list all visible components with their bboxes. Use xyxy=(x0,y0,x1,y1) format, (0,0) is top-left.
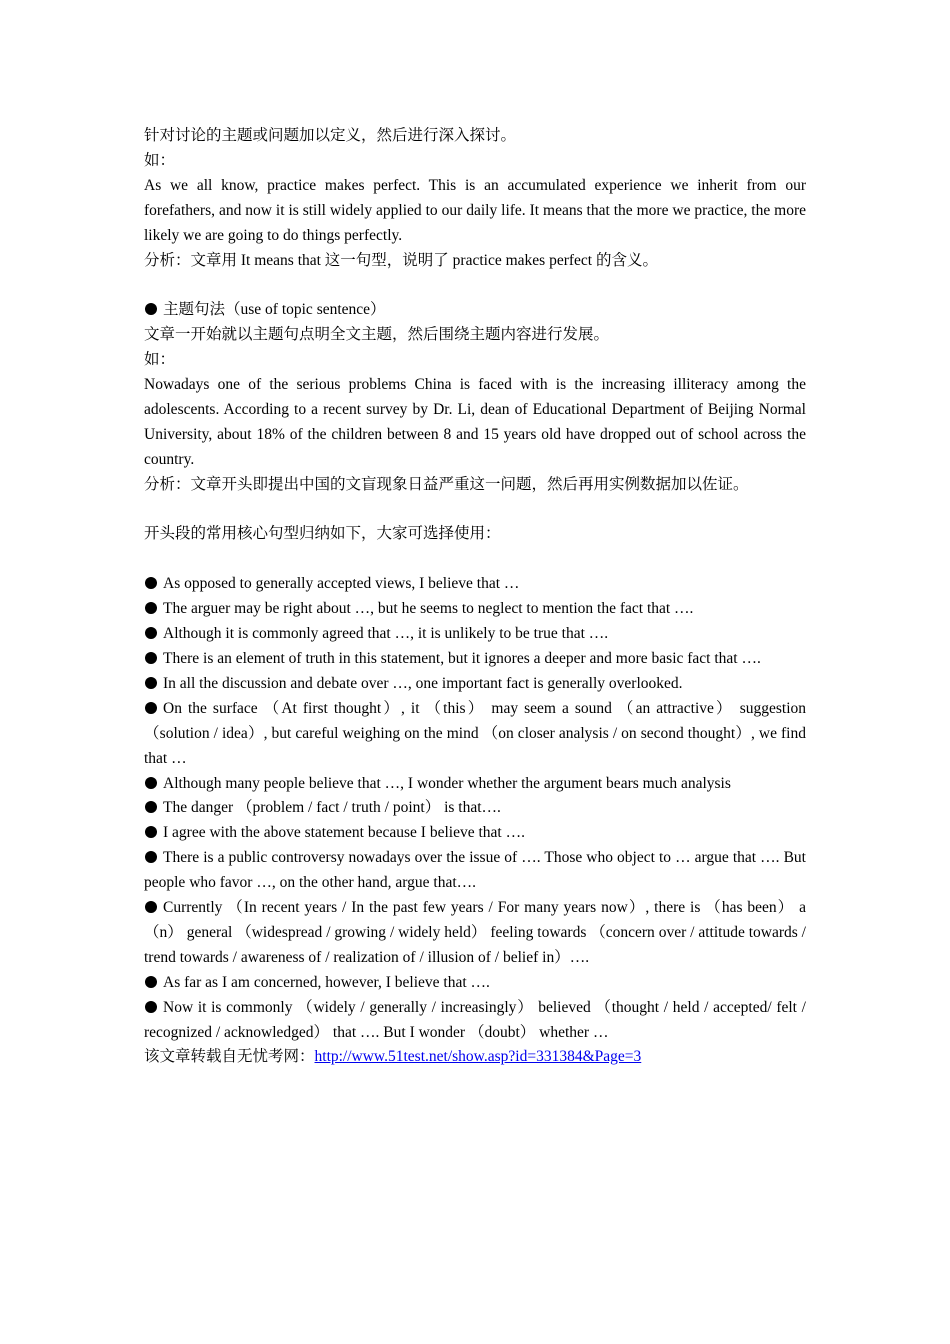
bullet-icon xyxy=(145,901,157,913)
bullet-icon xyxy=(145,652,157,664)
example-label: 如： xyxy=(144,351,176,369)
pattern-list xyxy=(144,572,806,1045)
list-item: The danger （problem / fact / truth / point） is that…. xyxy=(144,796,806,821)
bullet-icon xyxy=(145,976,157,988)
list-item: Now it is commonly （widely / generally / increasingly） believed （thought / held / accepted/ felt / recognized / acknowledged） that …. But I wonder （doubt） whether … xyxy=(144,998,806,1041)
bullet-icon xyxy=(145,1001,157,1013)
analysis-line: 分析：文章开头即提出中国的文盲现象日益严重这一问题，然后再用实例数据加以佐证。 xyxy=(144,475,749,493)
section-heading-topic-sentence: 主题句法（use of topic sentence） xyxy=(144,298,806,323)
list-item: As opposed to generally accepted views, I believe that … xyxy=(144,572,806,597)
bullet-icon xyxy=(145,577,157,589)
bullet-icon xyxy=(145,801,157,813)
bullet-icon xyxy=(145,777,157,789)
list-item: The arguer may be right about …, but he seems to neglect to mention the fact that …. xyxy=(144,597,806,622)
bullet-icon xyxy=(145,677,157,689)
example-paragraph-illiteracy: Nowadays one of the serious problems China is faced with is the increasing illiteracy among the adolescents. According to a recent survey by Dr. Li, dean of Educational Department of Beijing Normal University, about 18% of the children between 8 and 15 years old have dropped out of school across the country. xyxy=(144,376,806,468)
bullet-icon xyxy=(145,627,157,639)
list-item: Currently （In recent years / In the past few years / For many years now）, there is （has been） a（n） general （widespread / growing / widely held） feeling towards （concern over / attitude towards / trend towards / awareness of / realization of / illusion of / belief in）…. xyxy=(144,899,806,966)
spacer xyxy=(144,547,806,572)
bullet-icon xyxy=(145,826,157,838)
spacer xyxy=(144,273,806,298)
source-line xyxy=(144,1045,806,1070)
list-item: I agree with the above statement because I believe that …. xyxy=(144,821,806,846)
example-paragraph-practice: As we all know, practice makes perfect. This is an accumulated experience we inherit from our forefathers, and now it is still widely applied to our daily life. It means that the more we practice, the more likely we are going to do things perfectly. xyxy=(144,176,806,244)
definition-line: 针对讨论的主题或问题加以定义，然后进行深入探讨。 xyxy=(144,127,517,144)
bullet-icon xyxy=(145,702,157,714)
bullet-icon xyxy=(145,303,157,315)
bullet-icon xyxy=(145,602,157,614)
spacer xyxy=(144,498,806,523)
list-item: Although many people believe that …, I wonder whether the argument bears much analysis xyxy=(144,772,806,797)
source-link[interactable]: http://www.51test.net/show.asp?id=331384&Page=3 xyxy=(314,1048,642,1066)
analysis-line: 分析：文章用 It means that 这一句型，说明了 practice makes perfect 的含义。 xyxy=(144,251,658,269)
bullet-icon xyxy=(145,851,157,863)
list-item: There is a public controversy nowadays over the issue of …. Those who object to … argue that …. But people who favor …, on the other hand, argue that…. xyxy=(144,849,806,892)
list-item: In all the discussion and debate over …, one important fact is generally overlooked. xyxy=(144,672,806,697)
source-label: 该文章转载自无忧考网： xyxy=(144,1048,315,1066)
list-item: Although it is commonly agreed that …, it is unlikely to be true that …. xyxy=(144,622,806,647)
topic-sentence-description: 文章一开始就以主题句点明全文主题，然后围绕主题内容进行发展。 xyxy=(144,326,610,344)
list-item: There is an element of truth in this statement, but it ignores a deeper and more basic fact that …. xyxy=(144,647,806,672)
example-label: 如： xyxy=(144,151,176,169)
list-item: On the surface （At first thought）, it （this） may seem a sound （an attractive） suggestion （solution / idea）, but careful weighing on the mind （on closer analysis / on second thought）, we find that … xyxy=(144,699,806,767)
summary-heading: 开头段的常用核心句型归纳如下，大家可选择使用： xyxy=(144,525,501,543)
document-page xyxy=(144,124,806,1070)
list-item: As far as I am concerned, however, I believe that …. xyxy=(144,971,806,996)
